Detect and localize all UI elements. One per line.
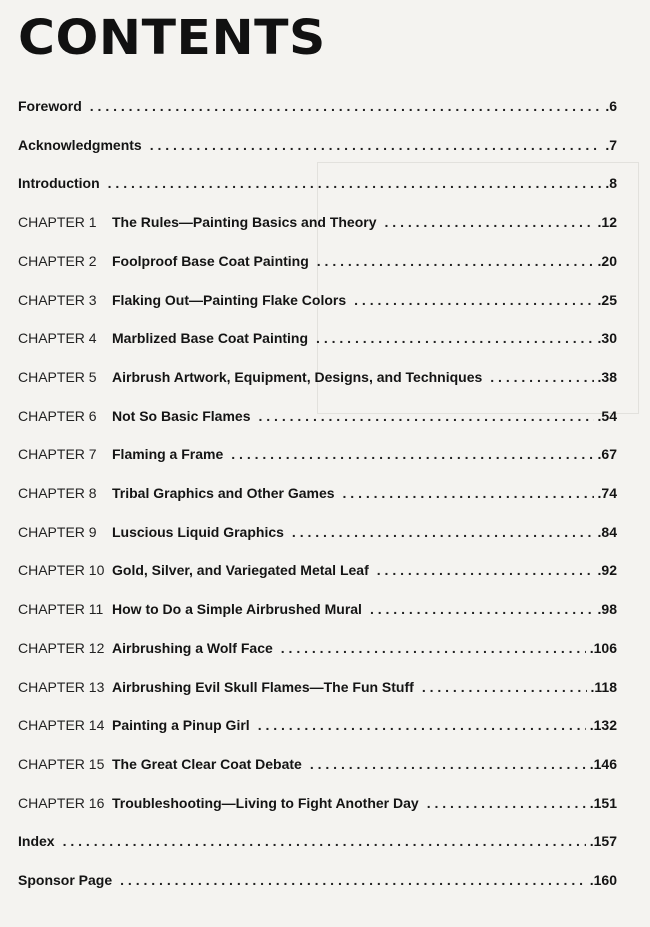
dot-leader: [490, 369, 593, 385]
dot-leader: [354, 292, 593, 308]
chapter-number: CHAPTER 16: [18, 794, 105, 811]
toc-entry: [18, 330, 617, 352]
chapter-number: CHAPTER 10: [18, 562, 105, 579]
toc-entry: [18, 175, 617, 197]
dot-leader: [427, 795, 586, 811]
chapter-number: CHAPTER 13: [18, 678, 105, 695]
entry-title: Airbrushing a Wolf Face: [112, 639, 273, 656]
page-number: .92: [597, 562, 617, 579]
toc-entry: [18, 485, 617, 507]
chapter-number: CHAPTER 5: [18, 368, 97, 385]
dot-leader: [316, 330, 593, 346]
dot-leader: [422, 679, 587, 695]
toc-entry-label: [18, 369, 482, 385]
page-number: .160: [589, 872, 617, 888]
toc-entry-label: [18, 679, 414, 695]
entry-title: The Rules—Painting Basics and Theory: [112, 214, 377, 231]
toc-entry-label: [18, 872, 112, 888]
entry-title: Gold, Silver, and Variegated Metal Leaf: [112, 562, 369, 579]
toc-entry: [18, 717, 617, 739]
dot-leader: [377, 562, 594, 578]
dot-leader: [90, 98, 602, 114]
chapter-number: CHAPTER 6: [18, 407, 97, 424]
entry-title: Foolproof Base Coat Painting: [112, 252, 309, 269]
page-number: .132: [589, 717, 617, 734]
toc-entry-label: [18, 446, 223, 462]
page-number: .30: [597, 330, 617, 347]
toc-entry: [18, 408, 617, 430]
toc-entry-label: [18, 833, 55, 849]
dot-leader: [259, 408, 594, 424]
toc-entry-label: [18, 601, 362, 617]
toc-entry-label: [18, 175, 100, 191]
chapter-number: CHAPTER 14: [18, 717, 105, 734]
page-number: .74: [597, 485, 617, 501]
toc-entry: [18, 679, 617, 701]
toc-entry-label: [18, 408, 251, 424]
page-number: .20: [597, 252, 617, 269]
toc-entry: [18, 756, 617, 778]
entry-title: Index: [18, 833, 55, 850]
toc-entry-label: [18, 640, 273, 656]
entry-title: How to Do a Simple Airbrushed Mural: [112, 601, 362, 618]
entry-title: Foreword: [18, 98, 82, 114]
chapter-number: CHAPTER 12: [18, 639, 105, 656]
dot-leader: [370, 601, 594, 617]
toc-entry-label: [18, 795, 419, 811]
page-title: CONTENTS: [18, 10, 326, 66]
page-number: .7: [605, 136, 617, 153]
toc-entry-label: [18, 98, 82, 114]
chapter-number: CHAPTER 8: [18, 485, 97, 501]
toc-entry: [18, 601, 617, 623]
entry-title: Airbrushing Evil Skull Flames—The Fun Stuff: [112, 678, 414, 695]
toc-entry: [18, 872, 617, 894]
entry-title: Marblized Base Coat Painting: [112, 330, 309, 347]
dot-leader: [63, 833, 586, 849]
toc-entry-label: [18, 717, 250, 733]
entry-title: Acknowledgments: [18, 136, 142, 153]
toc-entry-label: [18, 485, 335, 501]
entry-title: Introduction: [18, 175, 100, 192]
toc-entry-label: [18, 562, 369, 578]
entry-title: Airbrush Artwork, Equipment, Designs, and Techniques: [112, 368, 483, 385]
chapter-number: CHAPTER 4: [18, 330, 97, 347]
entry-title: Luscious Liquid Graphics: [112, 523, 284, 540]
toc-entry-label: [18, 214, 377, 230]
entry-title: Tribal Graphics and Other Games: [112, 485, 335, 501]
chapter-number: CHAPTER 7: [18, 446, 97, 463]
page-number: .157: [589, 833, 617, 850]
entry-title: Flaking Out—Painting Flake Colors: [112, 291, 347, 308]
page-number: .146: [589, 755, 617, 772]
dot-leader: [258, 717, 586, 733]
toc-entry-label: [18, 330, 308, 346]
dot-leader: [108, 175, 602, 191]
toc-entry-label: [18, 524, 284, 540]
toc-entry: [18, 562, 617, 584]
chapter-number: CHAPTER 15: [18, 755, 105, 772]
toc-entry: [18, 292, 617, 314]
entry-title: Troubleshooting—Living to Fight Another Day: [112, 794, 419, 811]
page-number: .106: [589, 639, 617, 656]
toc-entry: [18, 446, 617, 468]
page-number: .12: [597, 214, 617, 231]
dot-leader: [385, 214, 594, 230]
entry-title: Not So Basic Flames: [112, 407, 251, 424]
dot-leader: [231, 446, 593, 462]
chapter-number: CHAPTER 3: [18, 291, 97, 308]
toc-entry: [18, 137, 617, 159]
entry-title: The Great Clear Coat Debate: [112, 755, 302, 772]
page-number: .25: [597, 291, 617, 308]
dot-leader: [292, 524, 594, 540]
toc-entry: [18, 98, 617, 120]
entry-title: Sponsor Page: [18, 872, 113, 888]
toc-entry: [18, 369, 617, 391]
dot-leader: [120, 872, 586, 888]
toc-entry: [18, 833, 617, 855]
page-number: .67: [597, 446, 617, 463]
dot-leader: [317, 253, 594, 269]
page-number: .84: [597, 523, 617, 540]
toc-entry: [18, 795, 617, 817]
toc-entry-label: [18, 137, 142, 153]
dot-leader: [310, 756, 586, 772]
chapter-number: CHAPTER 2: [18, 252, 97, 269]
dot-leader: [281, 640, 586, 656]
page-number: .151: [589, 794, 617, 811]
chapter-number: CHAPTER 1: [18, 214, 97, 231]
toc-entry: [18, 214, 617, 236]
page-number: .118: [590, 678, 617, 695]
dot-leader: [343, 485, 594, 501]
chapter-number: CHAPTER 9: [18, 523, 97, 540]
page-number: .6: [605, 98, 617, 114]
page-number: .54: [597, 407, 617, 424]
page-number: .98: [597, 601, 617, 618]
chapter-number: CHAPTER 11: [18, 601, 104, 618]
toc-entry-label: [18, 756, 302, 772]
toc-entry-label: [18, 253, 309, 269]
page-number: .8: [605, 175, 617, 192]
toc-entry: [18, 524, 617, 546]
entry-title: Flaming a Frame: [112, 446, 224, 463]
dot-leader: [150, 137, 602, 153]
toc-entry: [18, 640, 617, 662]
toc-entry: [18, 253, 617, 275]
toc-entry-label: [18, 292, 346, 308]
page-number: .38: [597, 368, 617, 385]
entry-title: Painting a Pinup Girl: [112, 717, 250, 734]
